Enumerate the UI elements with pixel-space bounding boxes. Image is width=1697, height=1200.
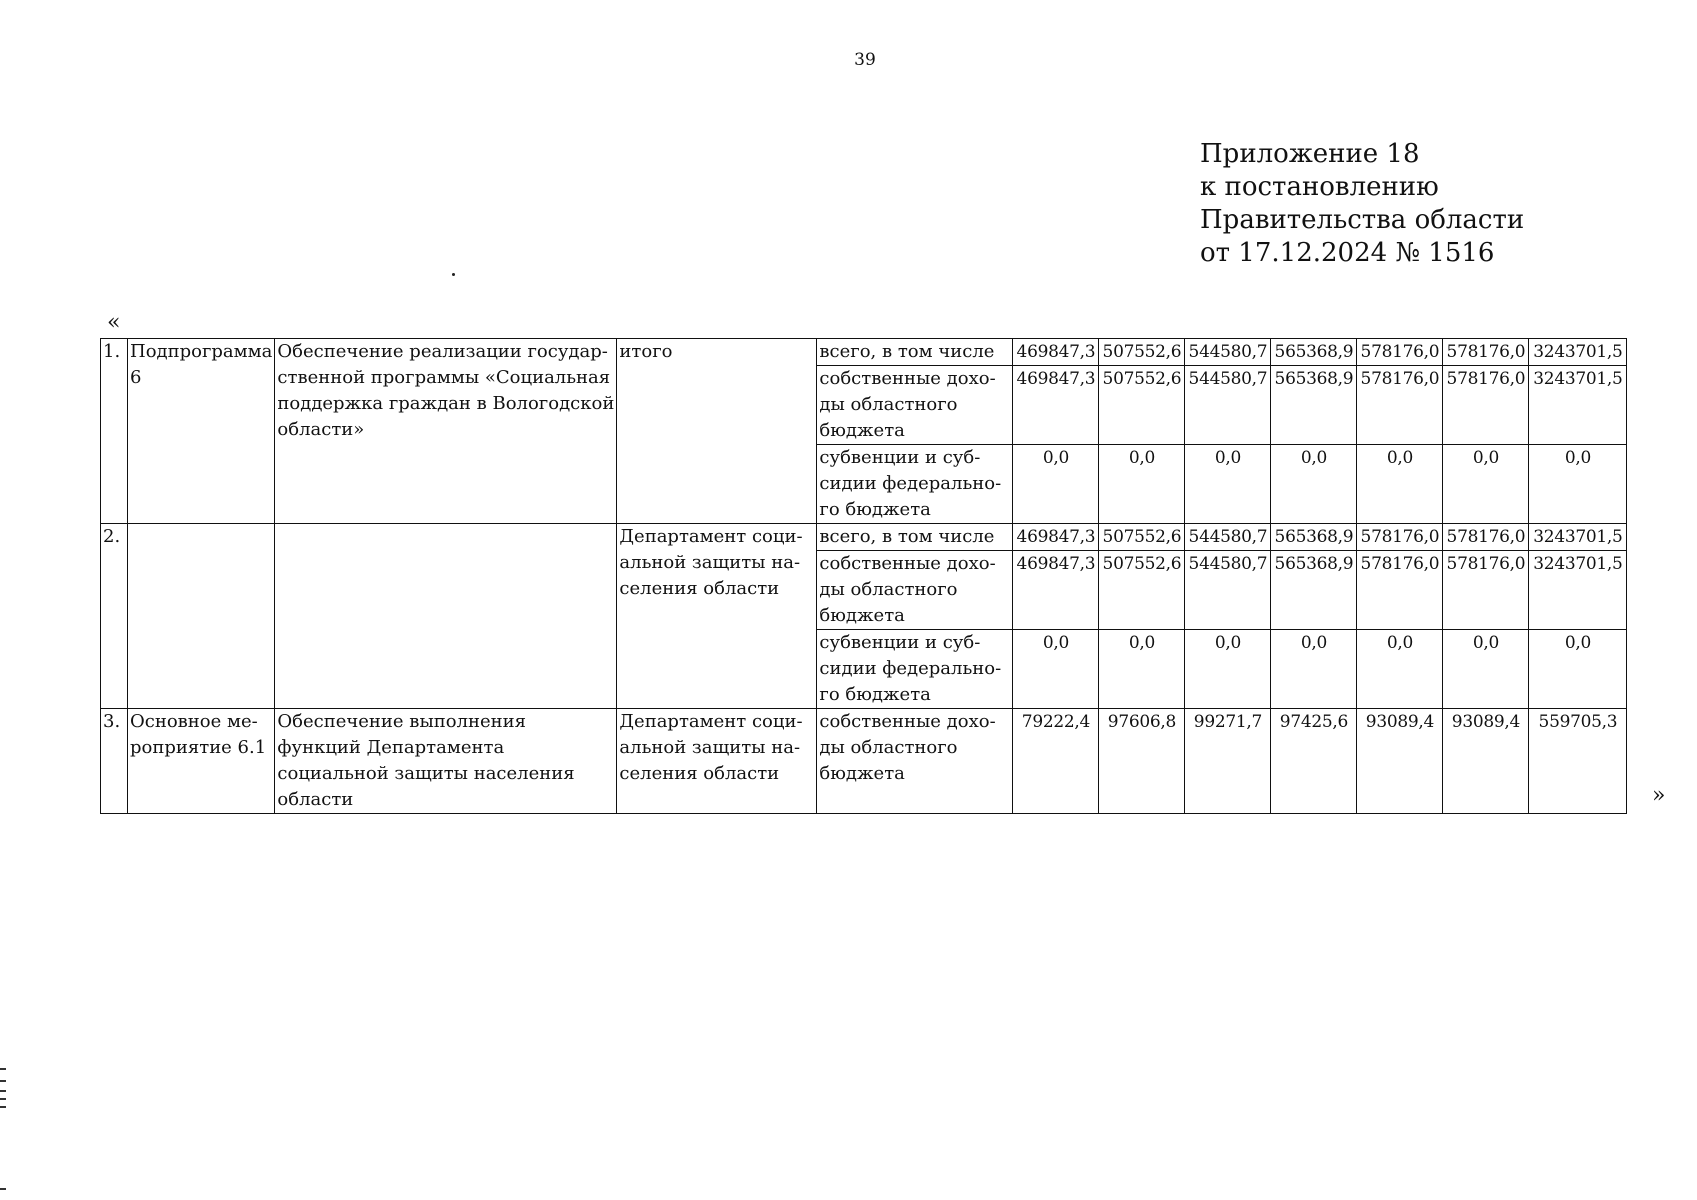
value-cell: 565368,9 [1271, 524, 1357, 551]
value-cell: 0,0 [1271, 445, 1357, 524]
appendix-reference: к постановлению [1200, 172, 1439, 202]
funding-source-cell: всего, в том числе [817, 524, 1013, 551]
value-cell: 0,0 [1357, 445, 1443, 524]
value-cell: 507552,6 [1099, 551, 1185, 630]
value-cell: 544580,7 [1185, 551, 1271, 630]
executor-cell: Департамент соци-альной защиты на-селения области [617, 524, 817, 709]
appendix-authority: Правительства области [1200, 205, 1525, 235]
executor-cell: итого [617, 339, 817, 524]
value-cell: 0,0 [1443, 445, 1529, 524]
total-cell: 3243701,5 [1529, 551, 1627, 630]
value-cell: 0,0 [1099, 630, 1185, 709]
program-cell: Подпрограмма 6 [128, 339, 275, 524]
row-number: 3. [101, 709, 128, 814]
event-name-cell: Обеспечение реализации государ-ственной программы «Социальная поддержка граждан в Вологодской области» [275, 339, 617, 524]
funding-source-cell: собственные дохо-ды областного бюджета [817, 709, 1013, 814]
total-cell: 3243701,5 [1529, 339, 1627, 366]
value-cell: 0,0 [1185, 445, 1271, 524]
total-cell: 3243701,5 [1529, 366, 1627, 445]
row-number: 1. [101, 339, 128, 524]
value-cell: 469847,3 [1013, 339, 1099, 366]
value-cell: 578176,0 [1357, 366, 1443, 445]
scan-edge-mark [0, 1098, 6, 1100]
event-name-cell: Обеспечение выполнения функций Департамента социальной защиты населения области [275, 709, 617, 814]
value-cell: 469847,3 [1013, 524, 1099, 551]
funding-source-cell: всего, в том числе [817, 339, 1013, 366]
value-cell: 578176,0 [1357, 339, 1443, 366]
value-cell: 0,0 [1357, 630, 1443, 709]
value-cell: 0,0 [1271, 630, 1357, 709]
funding-source-cell: субвенции и суб-сидии федерально-го бюджета [817, 630, 1013, 709]
value-cell: 93089,4 [1443, 709, 1529, 814]
value-cell: 97606,8 [1099, 709, 1185, 814]
closing-quote: » [1652, 783, 1666, 808]
program-cell: Основное ме-роприятие 6.1 [128, 709, 275, 814]
value-cell: 469847,3 [1013, 551, 1099, 630]
value-cell: 578176,0 [1357, 551, 1443, 630]
funding-source-cell: собственные дохо-ды областного бюджета [817, 366, 1013, 445]
table-row [101, 524, 1627, 551]
value-cell: 578176,0 [1443, 339, 1529, 366]
scan-edge-mark [0, 1106, 6, 1108]
value-cell: 578176,0 [1443, 524, 1529, 551]
funding-source-cell: субвенции и суб-сидии федерально-го бюджета [817, 445, 1013, 524]
value-cell: 507552,6 [1099, 524, 1185, 551]
value-cell: 0,0 [1443, 630, 1529, 709]
value-cell: 578176,0 [1357, 524, 1443, 551]
value-cell: 578176,0 [1443, 551, 1529, 630]
appendix-header [1200, 138, 1524, 270]
value-cell: 544580,7 [1185, 339, 1271, 366]
scan-edge-mark [0, 1080, 6, 1082]
table-row [101, 339, 1627, 366]
scan-edge-mark [0, 1188, 6, 1190]
value-cell: 565368,9 [1271, 366, 1357, 445]
scan-speck [452, 273, 455, 276]
value-cell: 507552,6 [1099, 339, 1185, 366]
total-cell: 0,0 [1529, 630, 1627, 709]
total-cell: 559705,3 [1529, 709, 1627, 814]
value-cell: 578176,0 [1443, 366, 1529, 445]
value-cell: 565368,9 [1271, 551, 1357, 630]
value-cell: 565368,9 [1271, 339, 1357, 366]
total-cell: 0,0 [1529, 445, 1627, 524]
appendix-title: Приложение 18 [1200, 139, 1420, 169]
event-name-cell [275, 524, 617, 709]
value-cell: 0,0 [1099, 445, 1185, 524]
opening-quote: « [107, 310, 121, 335]
scan-edge-mark [0, 1068, 6, 1070]
value-cell: 544580,7 [1185, 524, 1271, 551]
value-cell: 0,0 [1013, 630, 1099, 709]
value-cell: 469847,3 [1013, 366, 1099, 445]
value-cell: 99271,7 [1185, 709, 1271, 814]
total-cell: 3243701,5 [1529, 524, 1627, 551]
executor-cell: Департамент соци-альной защиты на-селения области [617, 709, 817, 814]
row-number: 2. [101, 524, 128, 709]
funding-source-cell: собственные дохо-ды областного бюджета [817, 551, 1013, 630]
value-cell: 544580,7 [1185, 366, 1271, 445]
page-number: 39 [854, 50, 876, 70]
appendix-date-number: от 17.12.2024 № 1516 [1200, 238, 1495, 268]
value-cell: 507552,6 [1099, 366, 1185, 445]
budget-table [100, 338, 1627, 814]
value-cell: 79222,4 [1013, 709, 1099, 814]
value-cell: 93089,4 [1357, 709, 1443, 814]
program-cell [128, 524, 275, 709]
value-cell: 97425,6 [1271, 709, 1357, 814]
value-cell: 0,0 [1013, 445, 1099, 524]
scan-edge-mark [0, 1090, 6, 1092]
value-cell: 0,0 [1185, 630, 1271, 709]
table-row [101, 709, 1627, 814]
